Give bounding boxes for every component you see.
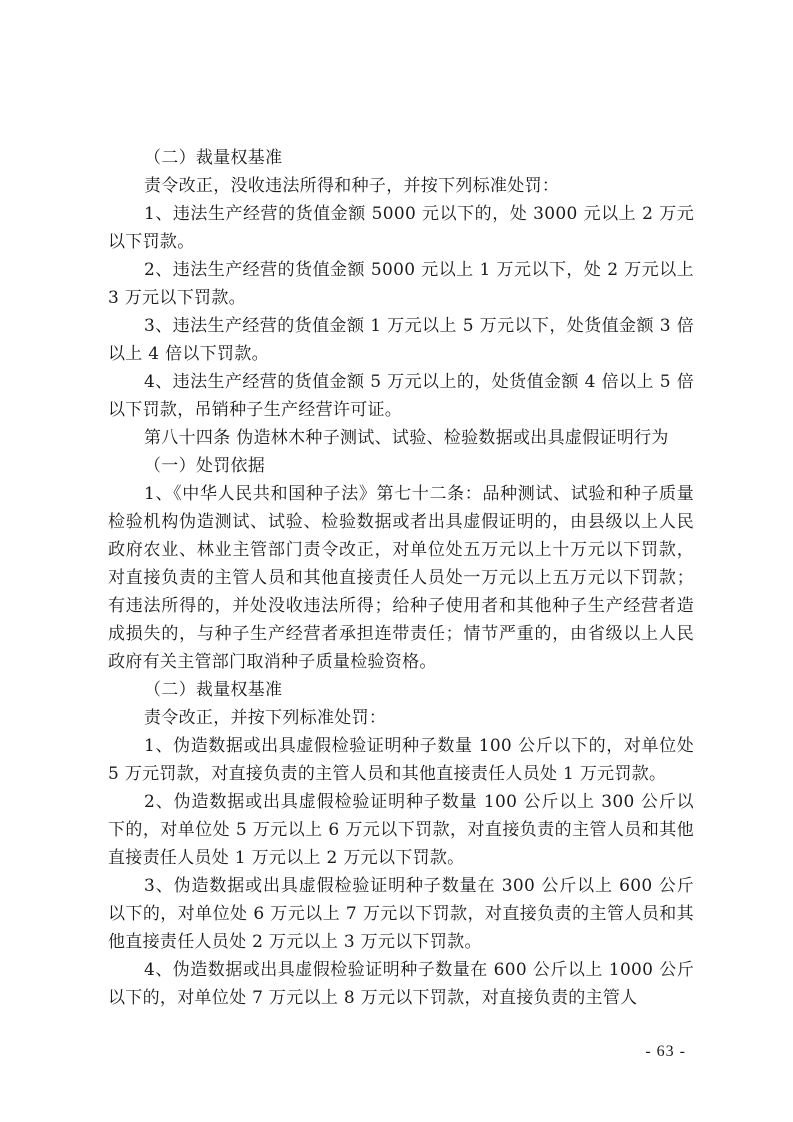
paragraph: 责令改正，并按下列标准处罚： [144,708,387,728]
list-item: 2、违法生产经营的货值金额 5000 元以上 1 万元以下，处 2 万元以上 3 万元以下罚款。 [108,260,694,308]
list-item: 4、违法生产经营的货值金额 5 万元以上的，处货值金额 4 倍以上 5 倍以下罚款，吊销种子生产经营许可证。 [108,372,694,420]
page-number: - 63 - [645,1043,686,1060]
list-item: 3、违法生产经营的货值金额 1 万元以上 5 万元以下，处货值金额 3 倍以上 4 倍以下罚款。 [108,316,694,364]
article-heading: 第八十四条 伪造林木种子测试、试验、检验数据或出具虚假证明行为 [144,428,669,448]
paragraph: 责令改正，没收违法所得和种子，并按下列标准处罚： [144,176,560,196]
section-heading: （二）裁量权基准 [144,680,283,700]
document-body [108,144,694,1012]
section-heading: （一）处罚依据 [144,456,266,476]
section-heading: （二）裁量权基准 [144,148,283,168]
list-item: 1、伪造数据或出具虚假检验证明种子数量 100 公斤以下的，对单位处 5 万元罚款，对直接负责的主管人员和其他直接责任人员处 1 万元罚款。 [108,736,694,784]
list-item: 2、伪造数据或出具虚假检验证明种子数量 100 公斤以上 300 公斤以下的，对单位处 5 万元以上 6 万元以下罚款，对直接负责的主管人员和其他直接责任人员处 1 万元以上 2 万元以下罚款。 [108,792,694,868]
list-item: 4、伪造数据或出具虚假检验证明种子数量在 600 公斤以上 1000 公斤以下的，对单位处 7 万元以上 8 万元以下罚款，对直接负责的主管人 [108,960,694,1008]
list-item: 1、违法生产经营的货值金额 5000 元以下的，处 3000 元以上 2 万元以下罚款。 [108,204,694,252]
paragraph: 1、《中华人民共和国种子法》第七十二条：品种测试、试验和种子质量检验机构伪造测试、试验、检验数据或者出具虚假证明的，由县级以上人民政府农业、林业主管部门责令改正，对单位处五万元以上十万元以下罚款，对直接负责的主管人员和其他直接责任人员处一万元以上五万元以下罚款；有违法所得的，并处没收违法所得；给种子使用者和其他种子生产经营者造成损失的，与种子生产经营者承担连带责任；情节严重的，由省级以上人民政府有关主管部门取消种子质量检验资格。 [108,484,694,672]
list-item: 3、伪造数据或出具虚假检验证明种子数量在 300 公斤以上 600 公斤以下的，对单位处 6 万元以上 7 万元以下罚款，对直接负责的主管人员和其他直接责任人员处 2 万元以上 3 万元以下罚款。 [108,876,694,952]
